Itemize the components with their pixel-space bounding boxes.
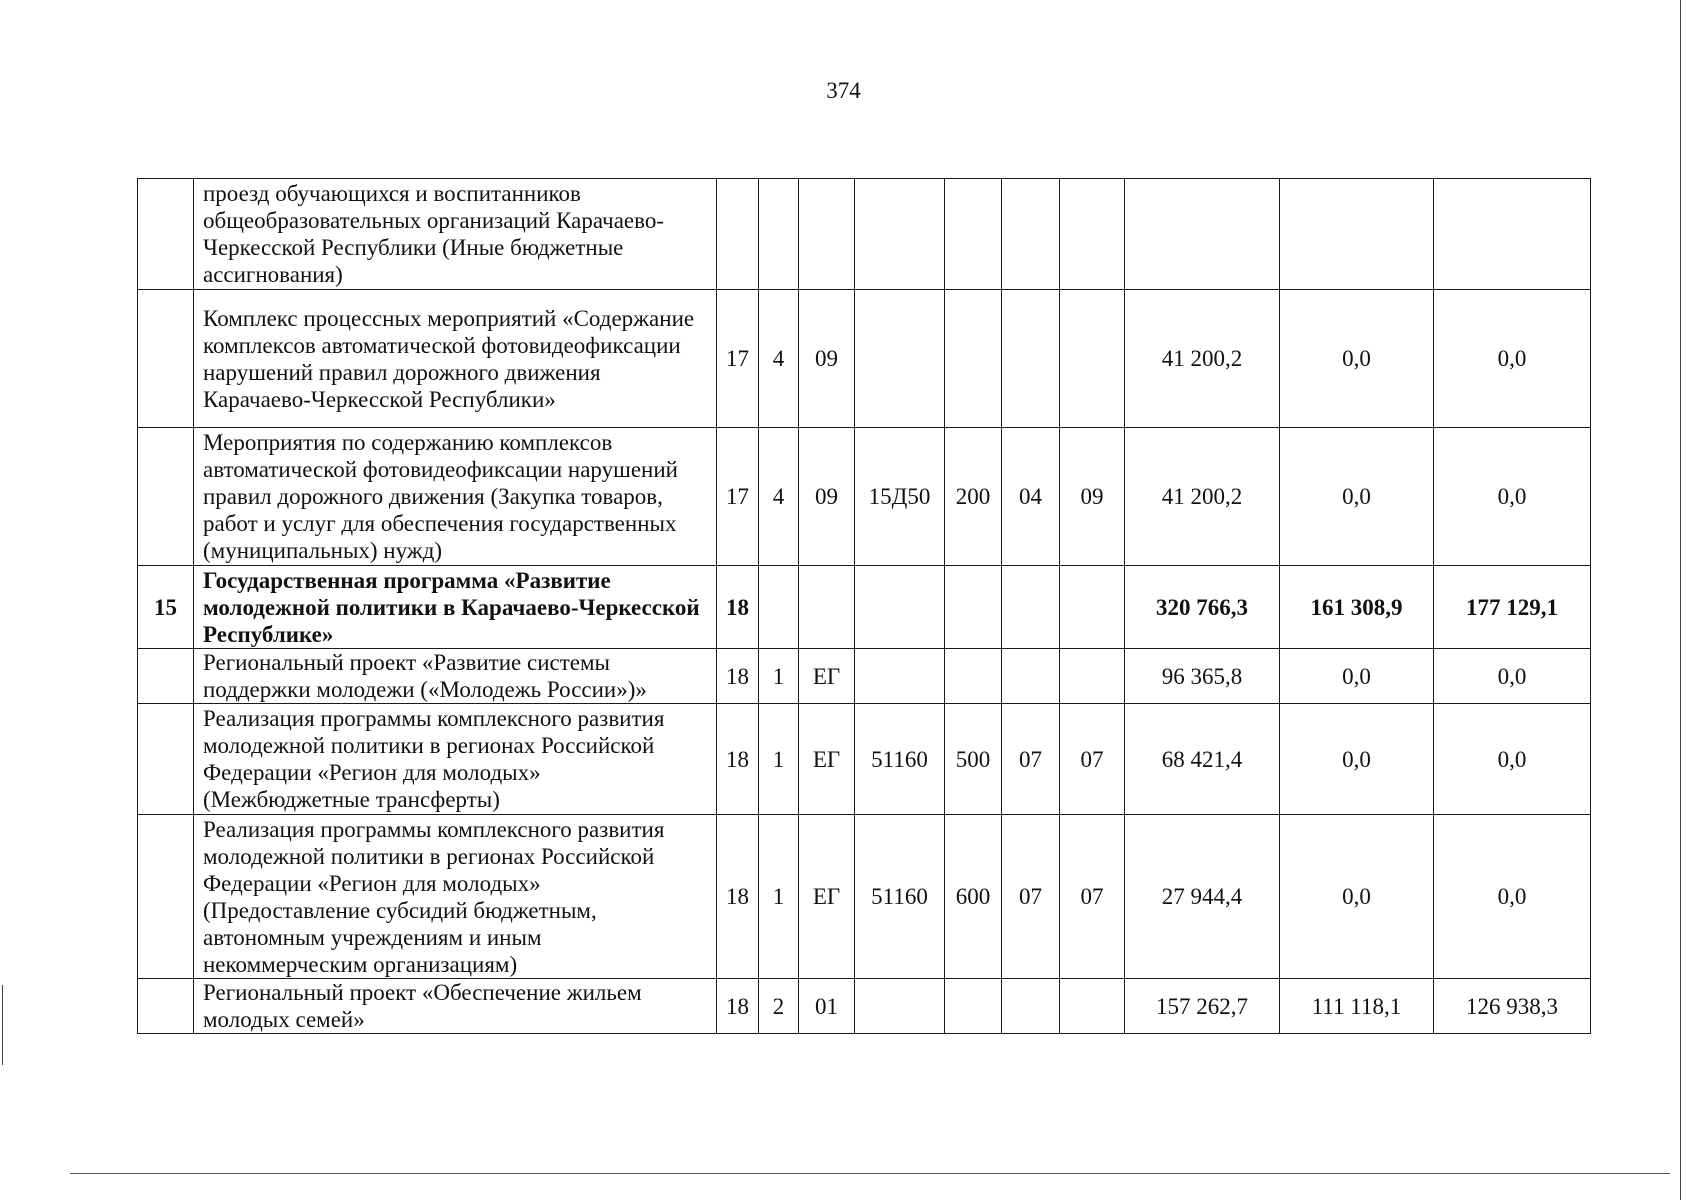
code-cell	[1002, 290, 1060, 428]
amount-cell: 0,0	[1434, 649, 1591, 704]
amount-cell: 126 938,3	[1434, 979, 1591, 1034]
code-cell: 17	[717, 428, 759, 566]
amount-cell: 0,0	[1280, 649, 1434, 704]
code-cell	[1002, 649, 1060, 704]
item-name-cell: Региональный проект «Развитие системы поддержки молодежи («Молодежь России»)»	[194, 649, 717, 704]
code-cell: 18	[717, 704, 759, 815]
code-cell	[945, 649, 1002, 704]
amount-cell: 0,0	[1434, 290, 1591, 428]
scan-edge-mark	[2, 985, 3, 1065]
row-number-cell	[138, 979, 194, 1034]
row-number-cell	[138, 428, 194, 566]
row-number-cell	[138, 179, 194, 290]
amount-cell: 96 365,8	[1125, 649, 1280, 704]
code-cell: 18	[717, 566, 759, 649]
amount-cell: 0,0	[1280, 815, 1434, 979]
page-number: 374	[826, 78, 861, 103]
amount-cell: 0,0	[1280, 704, 1434, 815]
code-cell: 4	[759, 290, 799, 428]
scan-edge-line	[70, 1173, 1670, 1174]
table-row	[138, 566, 1591, 649]
code-cell: 01	[799, 979, 855, 1034]
code-cell: 09	[799, 290, 855, 428]
row-number-cell: 15	[138, 566, 194, 649]
amount-cell: 27 944,4	[1125, 815, 1280, 979]
code-cell: 200	[945, 428, 1002, 566]
code-cell: 07	[1002, 704, 1060, 815]
code-cell	[855, 649, 945, 704]
code-cell	[759, 179, 799, 290]
code-cell	[945, 179, 1002, 290]
amount-cell: 320 766,3	[1125, 566, 1280, 649]
code-cell	[855, 566, 945, 649]
code-cell: 1	[759, 704, 799, 815]
code-cell	[1060, 290, 1125, 428]
row-number-cell	[138, 649, 194, 704]
code-cell	[717, 179, 759, 290]
code-cell	[1060, 179, 1125, 290]
code-cell: 2	[759, 979, 799, 1034]
table-row	[138, 649, 1591, 704]
amount-cell: 177 129,1	[1434, 566, 1591, 649]
code-cell	[855, 179, 945, 290]
amount-cell: 68 421,4	[1125, 704, 1280, 815]
amount-cell: 161 308,9	[1280, 566, 1434, 649]
code-cell: 07	[1060, 704, 1125, 815]
table-row	[138, 704, 1591, 815]
code-cell	[1060, 649, 1125, 704]
code-cell: ЕГ	[799, 815, 855, 979]
code-cell: 09	[1060, 428, 1125, 566]
item-name-cell: Реализация программы комплексного развития молодежной политики в регионах Российской Федерации «Регион для молодых» (Предоставление субсидий бюджетным, автономным учреждениям и иным некоммерческим организациям)	[194, 815, 717, 979]
code-cell	[945, 290, 1002, 428]
code-cell: 07	[1060, 815, 1125, 979]
amount-cell: 0,0	[1280, 290, 1434, 428]
item-name-cell: Реализация программы комплексного развития молодежной политики в регионах Российской Федерации «Регион для молодых» (Межбюджетные трансферты)	[194, 704, 717, 815]
amount-cell: 41 200,2	[1125, 428, 1280, 566]
row-number-cell	[138, 815, 194, 979]
code-cell	[1060, 566, 1125, 649]
code-cell: 18	[717, 649, 759, 704]
code-cell: 1	[759, 815, 799, 979]
amount-cell	[1280, 179, 1434, 290]
code-cell	[855, 979, 945, 1034]
item-name-cell: Комплекс процессных мероприятий «Содержание комплексов автоматической фотовидеофиксации нарушений правил дорожного движения Карачаево-Черкесской Республики»	[194, 290, 717, 428]
code-cell: 1	[759, 649, 799, 704]
code-cell	[1002, 979, 1060, 1034]
code-cell: 18	[717, 815, 759, 979]
code-cell: 51160	[855, 704, 945, 815]
code-cell	[855, 290, 945, 428]
row-number-cell	[138, 290, 194, 428]
table-row	[138, 290, 1591, 428]
code-cell: 09	[799, 428, 855, 566]
item-name-cell: Государственная программа «Развитие молодежной политики в Карачаево-Черкесской Республике»	[194, 566, 717, 649]
code-cell: ЕГ	[799, 704, 855, 815]
code-cell	[759, 566, 799, 649]
code-cell	[799, 566, 855, 649]
code-cell: 04	[1002, 428, 1060, 566]
row-number-cell	[138, 704, 194, 815]
code-cell	[799, 179, 855, 290]
code-cell: 51160	[855, 815, 945, 979]
amount-cell: 41 200,2	[1125, 290, 1280, 428]
amount-cell: 0,0	[1434, 704, 1591, 815]
item-name-cell: проезд обучающихся и воспитанников общеобразовательных организаций Карачаево-Черкесской Республики (Иные бюджетные ассигнования)	[194, 179, 717, 290]
amount-cell: 0,0	[1434, 815, 1591, 979]
amount-cell: 111 118,1	[1280, 979, 1434, 1034]
table-row	[138, 428, 1591, 566]
code-cell: ЕГ	[799, 649, 855, 704]
code-cell	[945, 979, 1002, 1034]
scan-edge-line	[1680, 0, 1681, 1200]
item-name-cell: Мероприятия по содержанию комплексов автоматической фотовидеофиксации нарушений правил дорожного движения (Закупка товаров, работ и услуг для обеспечения государственных (муниципальных) нужд)	[194, 428, 717, 566]
table-row	[138, 179, 1591, 290]
code-cell: 07	[1002, 815, 1060, 979]
item-name-cell: Региональный проект «Обеспечение жильем молодых семей»	[194, 979, 717, 1034]
code-cell: 500	[945, 704, 1002, 815]
code-cell	[1002, 566, 1060, 649]
amount-cell	[1125, 179, 1280, 290]
budget-table	[137, 178, 1591, 1034]
code-cell	[1060, 979, 1125, 1034]
code-cell: 4	[759, 428, 799, 566]
code-cell	[945, 566, 1002, 649]
amount-cell: 0,0	[1434, 428, 1591, 566]
table-row	[138, 815, 1591, 979]
amount-cell	[1434, 179, 1591, 290]
code-cell: 15Д50	[855, 428, 945, 566]
table-row	[138, 979, 1591, 1034]
code-cell	[1002, 179, 1060, 290]
code-cell: 17	[717, 290, 759, 428]
amount-cell: 157 262,7	[1125, 979, 1280, 1034]
code-cell: 600	[945, 815, 1002, 979]
amount-cell: 0,0	[1280, 428, 1434, 566]
code-cell: 18	[717, 979, 759, 1034]
